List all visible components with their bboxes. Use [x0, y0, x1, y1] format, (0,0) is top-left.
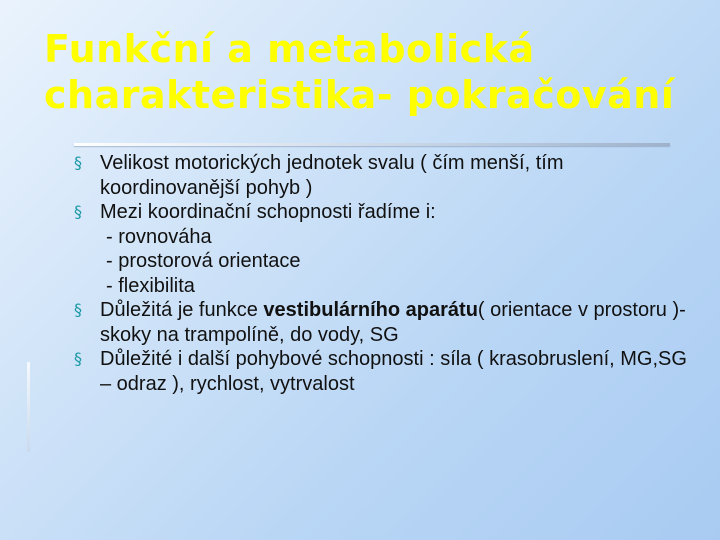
- title-divider: [74, 143, 670, 146]
- bullet-text-end: ( orientace v prostoru )- skoky na trampolíně, do vody, SG: [100, 299, 686, 346]
- bullet-icon: §: [74, 300, 82, 319]
- bullet-icon: §: [74, 202, 82, 221]
- bullet-text: Mezi koordinační schopnosti řadíme i:: [100, 201, 436, 223]
- sub-item: - prostorová orientace: [106, 250, 301, 272]
- bullet-item: [74, 347, 694, 396]
- bullet-text: Důležité i další pohybové schopnosti : síla ( krasobruslení, MG,SG – odraz ), rychlost, vytrvalost: [100, 348, 687, 395]
- bullet-item: [74, 200, 694, 225]
- slide-body: [74, 151, 694, 396]
- bullet-text-start: Důležitá je funkce: [100, 299, 264, 321]
- sub-item: - flexibilita: [106, 274, 195, 297]
- bullet-icon: §: [74, 349, 82, 368]
- bullet-icon: §: [74, 153, 82, 172]
- slide-title-line-2: charakteristika- pokračování: [44, 73, 675, 117]
- bullet-text-bold: vestibulárního aparátu: [263, 299, 478, 321]
- slide-title: [44, 26, 704, 118]
- bullet-text: Velikost motorických jednotek svalu ( čím menší, tím koordinovanější pohyb ): [100, 152, 564, 199]
- decorative-left-line: [27, 362, 30, 452]
- sub-item: - rovnováha: [106, 225, 212, 248]
- bullet-item: [74, 298, 694, 347]
- bullet-item: [74, 151, 694, 200]
- slide-title-line-1: Funkční a metabolická: [44, 27, 535, 71]
